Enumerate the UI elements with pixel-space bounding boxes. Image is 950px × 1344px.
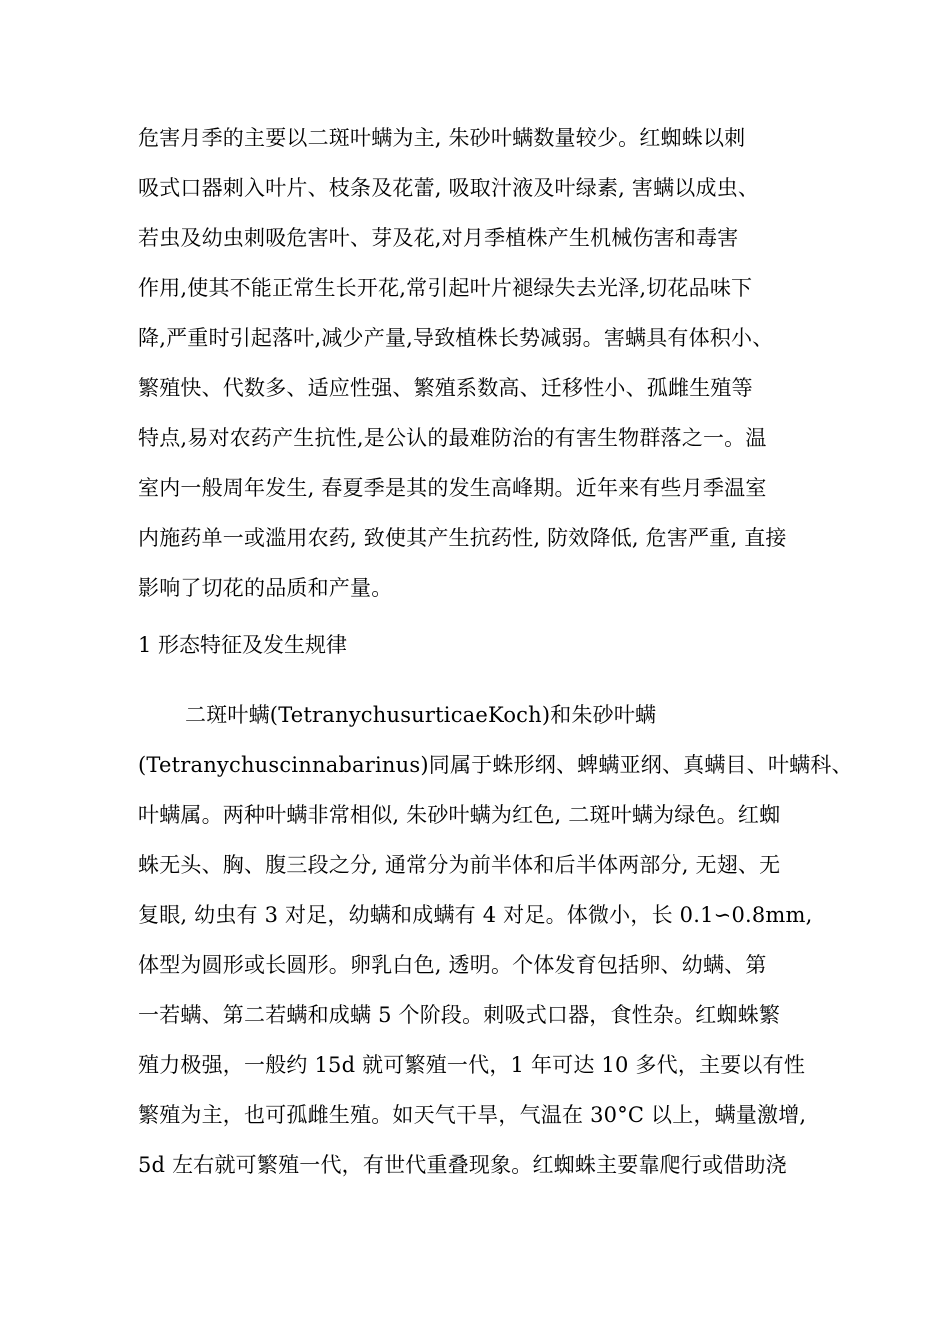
text-line: 吸式口器刺入叶片、枝条及花蕾, 吸取汁液及叶绿素, 害螨以成虫、 xyxy=(138,176,760,200)
text-line: 作用,使其不能正常生长开花,常引起叶片褪绿失去光泽,切花品味下 xyxy=(138,276,753,300)
text-line: 体型为圆形或长圆形。卵乳白色, 透明。个体发育包括卵、幼螨、第 xyxy=(138,953,767,977)
text-line: 二斑叶螨(TetranychusurticaeKoch)和朱砂叶螨 xyxy=(185,703,657,727)
text-line: 叶螨属。两种叶螨非常相似, 朱砂叶螨为红色, 二斑叶螨为绿色。红蜘 xyxy=(138,803,781,827)
text-line: 5d 左右就可繁殖一代，有世代重叠现象。红蜘蛛主要靠爬行或借助浇 xyxy=(138,1153,787,1177)
text-line: 降,严重时引起落叶,减少产量,导致植株长势减弱。害螨具有体积小、 xyxy=(138,326,774,350)
text-line: 危害月季的主要以二斑叶螨为主, 朱砂叶螨数量较少。红蜘蛛以刺 xyxy=(138,126,746,150)
text-line: 蛛无头、胸、腹三段之分, 通常分为前半体和后半体两部分, 无翅、无 xyxy=(138,853,781,877)
text-line: 殖力极强，一般约 15d 就可繁殖一代，1 年可达 10 多代，主要以有性 xyxy=(138,1053,806,1077)
text-line: 内施药单一或滥用农药, 致使其产生抗药性, 防效降低, 危害严重, 直接 xyxy=(138,526,787,550)
text-line: 室内一般周年发生, 春夏季是其的发生高峰期。近年来有些月季温室 xyxy=(138,476,767,500)
text-line: 一若螨、第二若螨和成螨 5 个阶段。刺吸式口器，食性杂。红蜘蛛繁 xyxy=(138,1003,781,1027)
text-line: 繁殖快、代数多、适应性强、繁殖系数高、迁移性小、孤雌生殖等 xyxy=(138,376,753,400)
text-line: 影响了切花的品质和产量。 xyxy=(138,576,393,600)
paragraph-damage xyxy=(138,113,838,613)
text-line: 复眼, 幼虫有 3 对足，幼螨和成螨有 4 对足。体微小，长 0.1∽0.8mm, xyxy=(138,903,813,927)
section-heading: 1 形态特征及发生规律 xyxy=(138,633,348,657)
text-line: 若虫及幼虫刺吸危害叶、芽及花,对月季植株产生机械伤害和毒害 xyxy=(138,226,739,250)
text-line: 繁殖为主，也可孤雌生殖。如天气干旱，气温在 30°C 以上，螨量激增, xyxy=(138,1103,807,1127)
paragraph-morphology xyxy=(138,690,853,1190)
text-line: 特点,易对农药产生抗性,是公认的最难防治的有害生物群落之一。温 xyxy=(138,426,767,450)
text-line: (Tetranychuscinnabarinus)同属于蛛形纲、蜱螨亚纲、真螨目、叶螨科、 xyxy=(138,753,853,777)
